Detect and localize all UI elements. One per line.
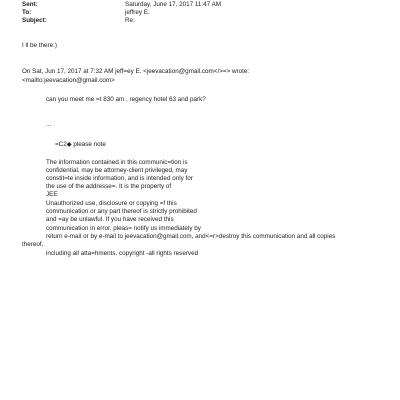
reply-text: I ll be there:) <box>22 42 57 49</box>
to-label: To: <box>22 9 32 16</box>
quote-header-line-2: <mailto:jeevacation@gmail.com> <box>22 77 115 84</box>
subject-label: Subject: <box>22 17 47 24</box>
disclaimer-line-1: The information contained in this communic=tion is <box>46 159 188 166</box>
disclaimer-line-12: including all atta=hments. copyright -all rights reserved <box>46 250 199 257</box>
disclaimer-line-2: confidential, may be attorney-client privileged, may <box>46 167 188 174</box>
header-sent-row <box>22 1 221 8</box>
quoted-message: can you meet me =t 830 am , regency hotel 63 and park? <box>46 96 206 103</box>
subject-value: Re: <box>125 17 135 24</box>
quote-header-line-1: On Sat, Jun 17, 2017 at 7:32 AM jeff=ey E. <jeevacation@gmail.com</>=> wrote: <box>22 68 250 75</box>
ellipsis: ... <box>46 121 52 128</box>
disclaimer-line-8: and =ay be unlawful. If you have received this <box>46 216 174 223</box>
disclaimer-line-11: thereof, <box>22 241 44 248</box>
disclaimer-line-10: return e-mail or by e-mail to jeevacation@gmail.com, and<=r>destroy this communication and all copies <box>46 233 336 240</box>
note-line: =C2◆ please note <box>55 141 106 148</box>
disclaimer-line-7: communication or any part thereof is strictly prohibited <box>46 208 197 215</box>
to-value: jeffrey E. <box>125 9 150 16</box>
sent-value: Saturday, June 17, 2017 11:47 AM <box>125 1 222 8</box>
sent-label: Sent: <box>22 1 38 8</box>
disclaimer-line-3: constit=te inside information, and is intended only for <box>46 175 193 182</box>
disclaimer-line-5: JEE <box>46 191 58 198</box>
header-subject-row <box>22 17 135 24</box>
disclaimer-line-9: communication in error, pleas= notify us immediately by <box>46 225 201 232</box>
header-to-row <box>22 9 150 16</box>
disclaimer-line-4: the use of the addresse=. It is the property of <box>46 183 172 190</box>
disclaimer-line-6: Unauthorized use, disclosure or copying =f this <box>46 200 177 207</box>
